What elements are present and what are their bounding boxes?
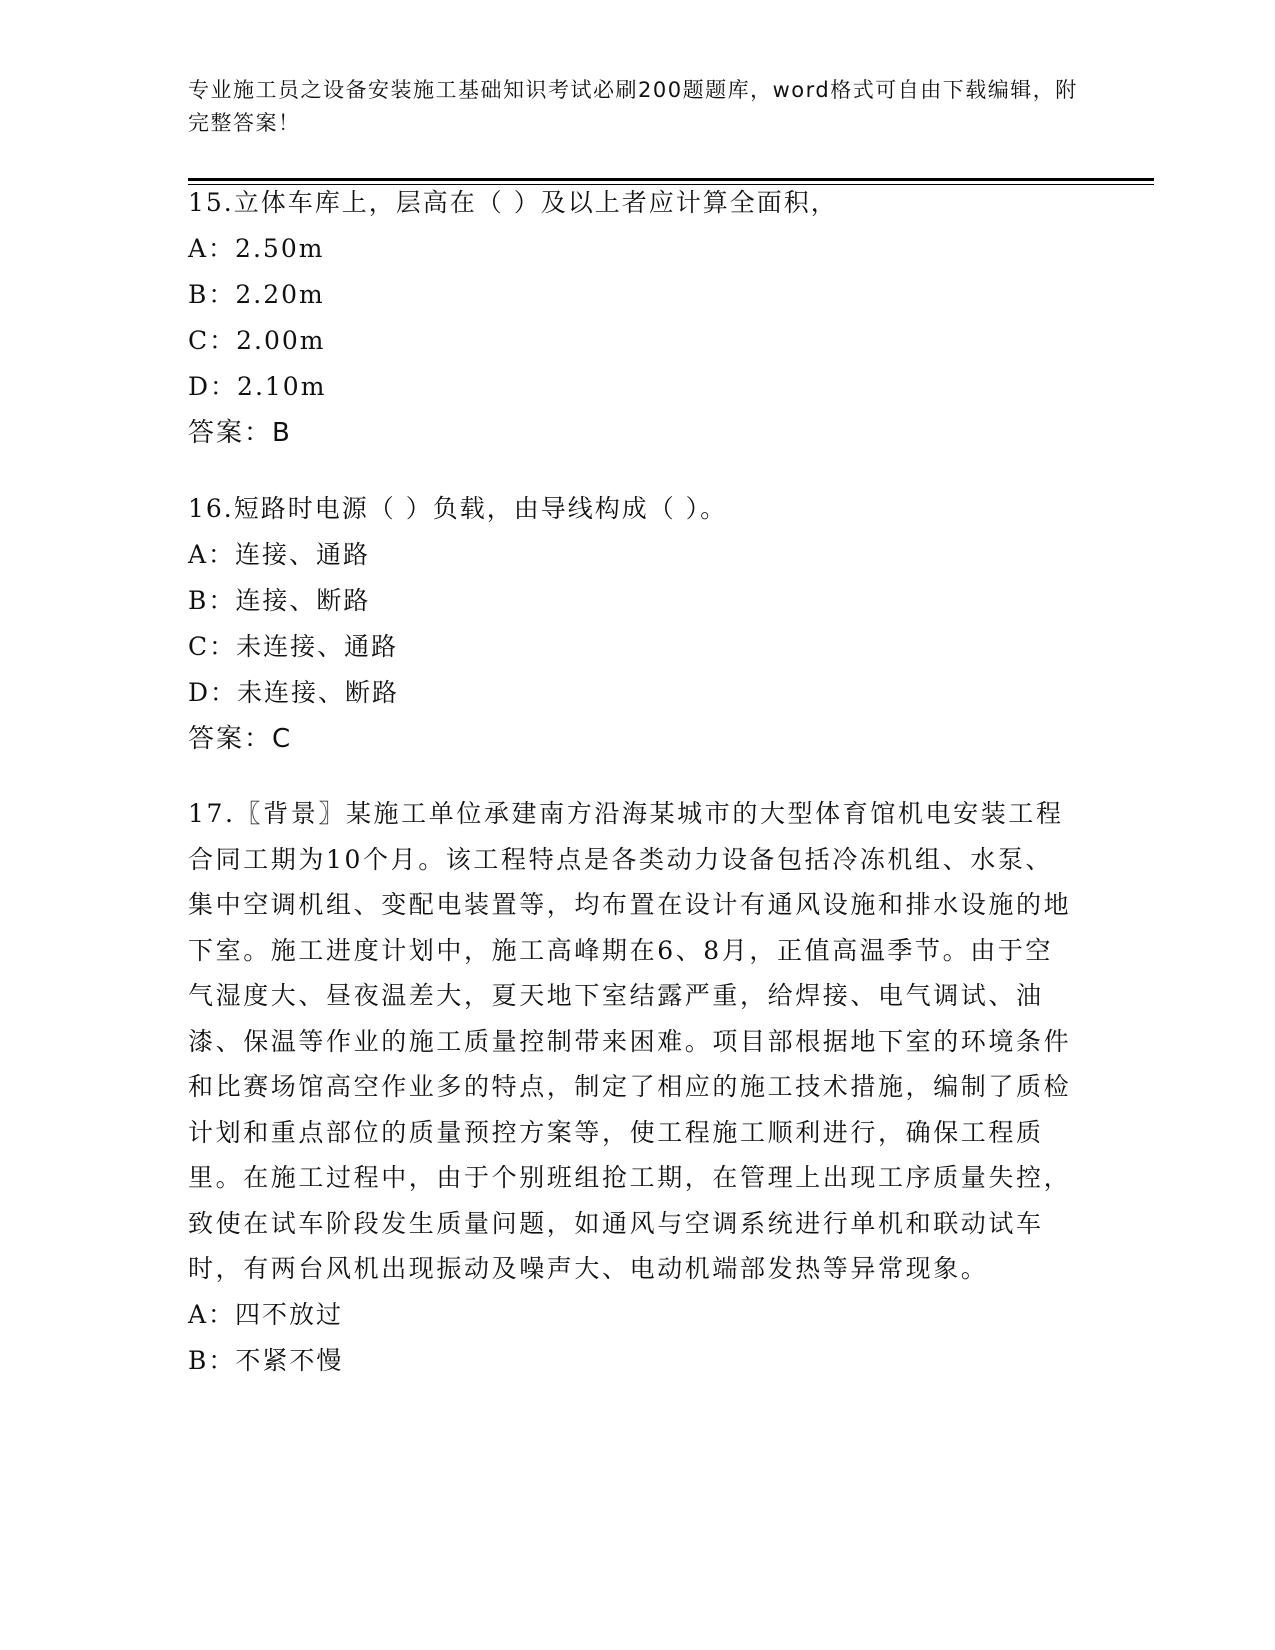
question-17 <box>188 791 1088 1384</box>
question-stem: 15.立体车库上，层高在（ ）及以上者应计算全面积， <box>188 188 838 217</box>
option-b: B：不紧不慢 <box>188 1345 344 1375</box>
answer-label: 答案：B <box>188 418 292 448</box>
answer-label: 答案：C <box>188 724 293 754</box>
question-15 <box>188 180 1088 456</box>
question-stem: 16.短路时电源（ ）负载，由导线构成（ ）。 <box>188 494 728 523</box>
document-header-title: 专业施工员之设备安装施工基础知识考试必刷200题题库，word格式可自由下载编辑，附完整答案！ <box>188 78 1078 135</box>
option-a: A：连接、通路 <box>188 540 371 569</box>
option-d: D：未连接、断路 <box>188 678 400 707</box>
option-b: B：连接、断路 <box>188 586 371 615</box>
option-b: B：2.20m <box>188 280 325 309</box>
option-d: D：2.10m <box>188 372 327 401</box>
question-16 <box>188 486 1088 762</box>
option-a: A：四不放过 <box>188 1299 344 1329</box>
option-c: C：2.00m <box>188 326 326 355</box>
option-a: A：2.50m <box>188 234 325 263</box>
question-stem: 17.〖背景〗某施工单位承建南方沿海某城市的大型体育馆机电安装工程合同工期为10个月。该工程特点是各类动力设备包括冷冻机组、水泵、集中空调机组、变配电装置等，均布置在设计有通风设施和排水设施的地下室。施工进度计划中，施工高峰期在6、8月，正值高温季节。由于空气湿度大、昼夜温差大，夏天地下室结露严重，给焊接、电气调试、油漆、保温等作业的施工质量控制带来困难。项目部根据地下室的环境条件和比赛场馆高空作业多的特点，制定了相应的施工技术措施，编制了质检计划和重点部位的质量预控方案等，使工程施工顺利进行，确保工程质里。在施工过程中，由于个别班组抢工期，在管理上出现工序质量失控，致使在试车阶段发生质量问题，如通风与空调系统进行单机和联动试车时，有两台风机出现振动及噪声大、电动机端部发热等异常现象。 <box>188 799 1072 1283</box>
option-c: C：未连接、通路 <box>188 632 399 661</box>
